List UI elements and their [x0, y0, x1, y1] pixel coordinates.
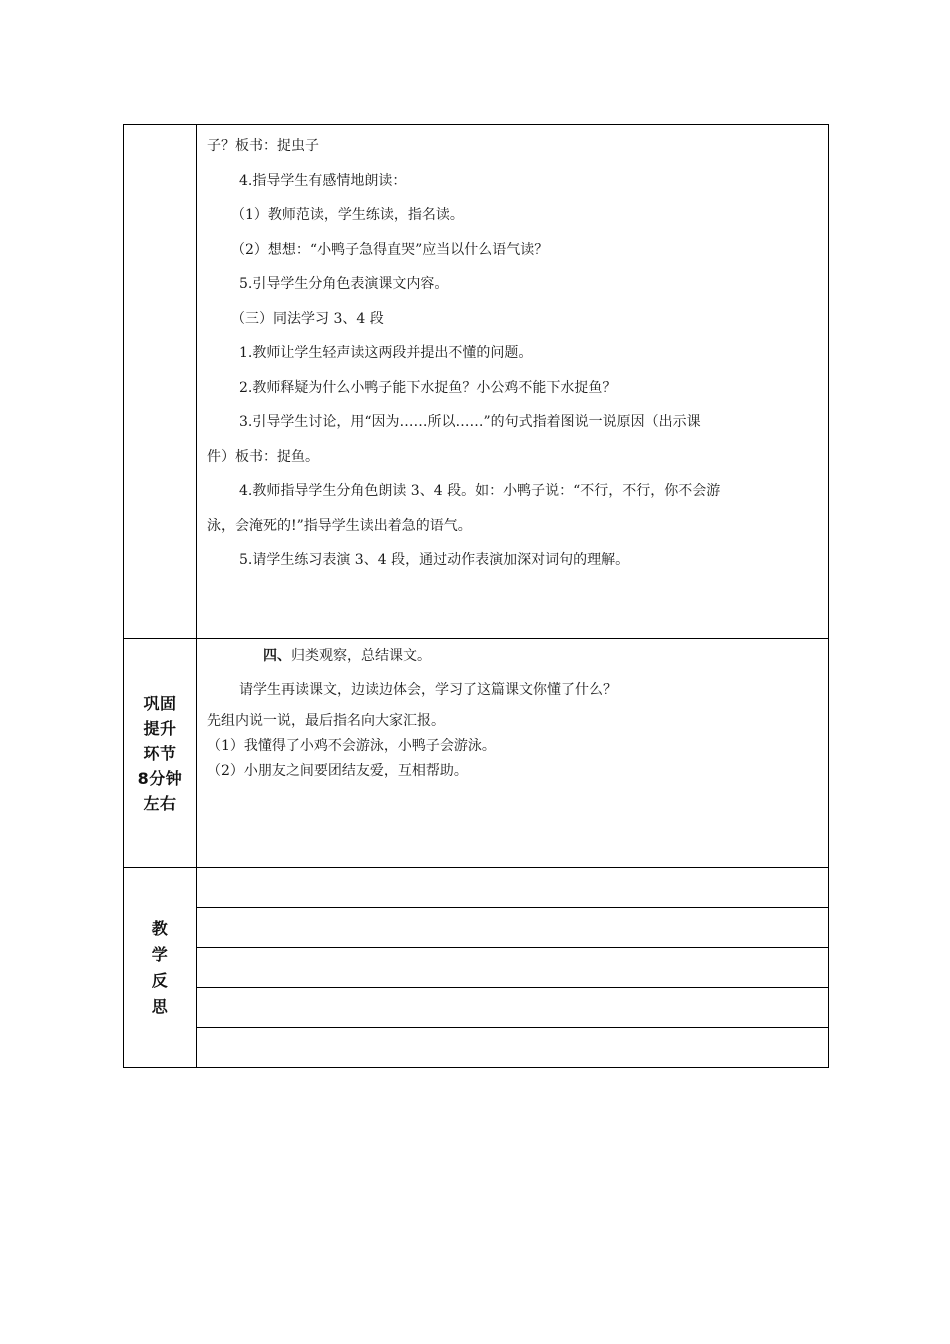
process-line: （1）教师范读，学生练读，指名读。: [231, 207, 464, 223]
process-line: 5.引导学生分角色表演课文内容。: [239, 276, 449, 292]
process-line: 2.教师释疑为什么小鸭子能下水捉鱼？小公鸡不能下水捉鱼？: [239, 379, 617, 396]
label-line: 提升: [143, 718, 177, 738]
consolidate-label-cell: [124, 639, 197, 868]
teaching-process-cell: [197, 125, 829, 639]
reflection-blank-line[interactable]: [197, 1028, 829, 1068]
process-line: 4.指导学生有感情地朗读：: [239, 172, 407, 189]
consolidate-content: [197, 639, 828, 784]
process-line: 3.引导学生讨论，用“因为……所以……”的句式指着图说一说原因（出示课: [239, 414, 701, 430]
label-line: 反: [151, 970, 169, 990]
label-line: 教: [151, 918, 169, 938]
reflection-label-cell: [124, 868, 197, 1068]
reflection-blank-line[interactable]: [197, 948, 829, 988]
process-line: 泳，会淹死的!”指导学生读出着急的语气。: [207, 517, 472, 534]
process-subheading: （三）同法学习 3、4 段: [231, 310, 384, 327]
reflection-row: [124, 988, 829, 1028]
reflection-row: [124, 908, 829, 948]
label-line: 思: [151, 996, 169, 1016]
consolidate-line: （1）我懂得了小鸡不会游泳，小鸭子会游泳。: [207, 738, 496, 754]
process-line: 1.教师让学生轻声读这两段并提出不懂的问题。: [239, 345, 533, 361]
reflection-blank-line[interactable]: [197, 908, 829, 948]
process-line: 件）板书：捉鱼。: [207, 448, 319, 465]
consolidate-line: 先组内说一说，最后指名向大家汇报。: [207, 713, 445, 729]
process-line: 5.请学生练习表演 3、4 段，通过动作表演加深对词句的理解。: [239, 552, 630, 568]
consolidate-heading: [207, 641, 818, 671]
reflection-row: [124, 1028, 829, 1068]
label-line: 环节: [143, 743, 177, 763]
reflection-blank-line[interactable]: [197, 988, 829, 1028]
lesson-plan-table: [123, 124, 829, 1068]
consolidate-lead: 请学生再读课文，边读边体会，学习了这篇课文你懂了什么？: [239, 682, 617, 698]
consolidate-line: （2）小朋友之间要团结友爱，互相帮助。: [207, 763, 468, 779]
process-line: 子？板书：捉虫子: [207, 138, 319, 154]
label-line: 巩固: [143, 693, 177, 713]
teaching-process-content: [197, 125, 828, 578]
process-line: 4.教师指导学生分角色朗读 3、4 段。如：小鸭子说：“不行，不行，你不会游: [239, 483, 721, 499]
consolidate-row: [124, 639, 829, 868]
teaching-process-row: [124, 125, 829, 639]
heading-text: 归类观察，总结课文。: [291, 648, 431, 664]
reflection-row: [124, 868, 829, 908]
empty-label-cell: [124, 125, 197, 639]
reflection-label: [152, 916, 169, 1020]
reflection-blank-line[interactable]: [197, 868, 829, 908]
consolidate-cell: [197, 639, 829, 868]
consolidate-label: [138, 691, 183, 816]
label-line: 左右: [143, 793, 177, 813]
label-line: 学: [151, 944, 169, 964]
label-line: 8分钟: [137, 768, 183, 788]
heading-number: 四、: [263, 648, 291, 664]
process-line: （2）想想：“小鸭子急得直哭”应当以什么语气读？: [231, 241, 549, 258]
reflection-row: [124, 948, 829, 988]
